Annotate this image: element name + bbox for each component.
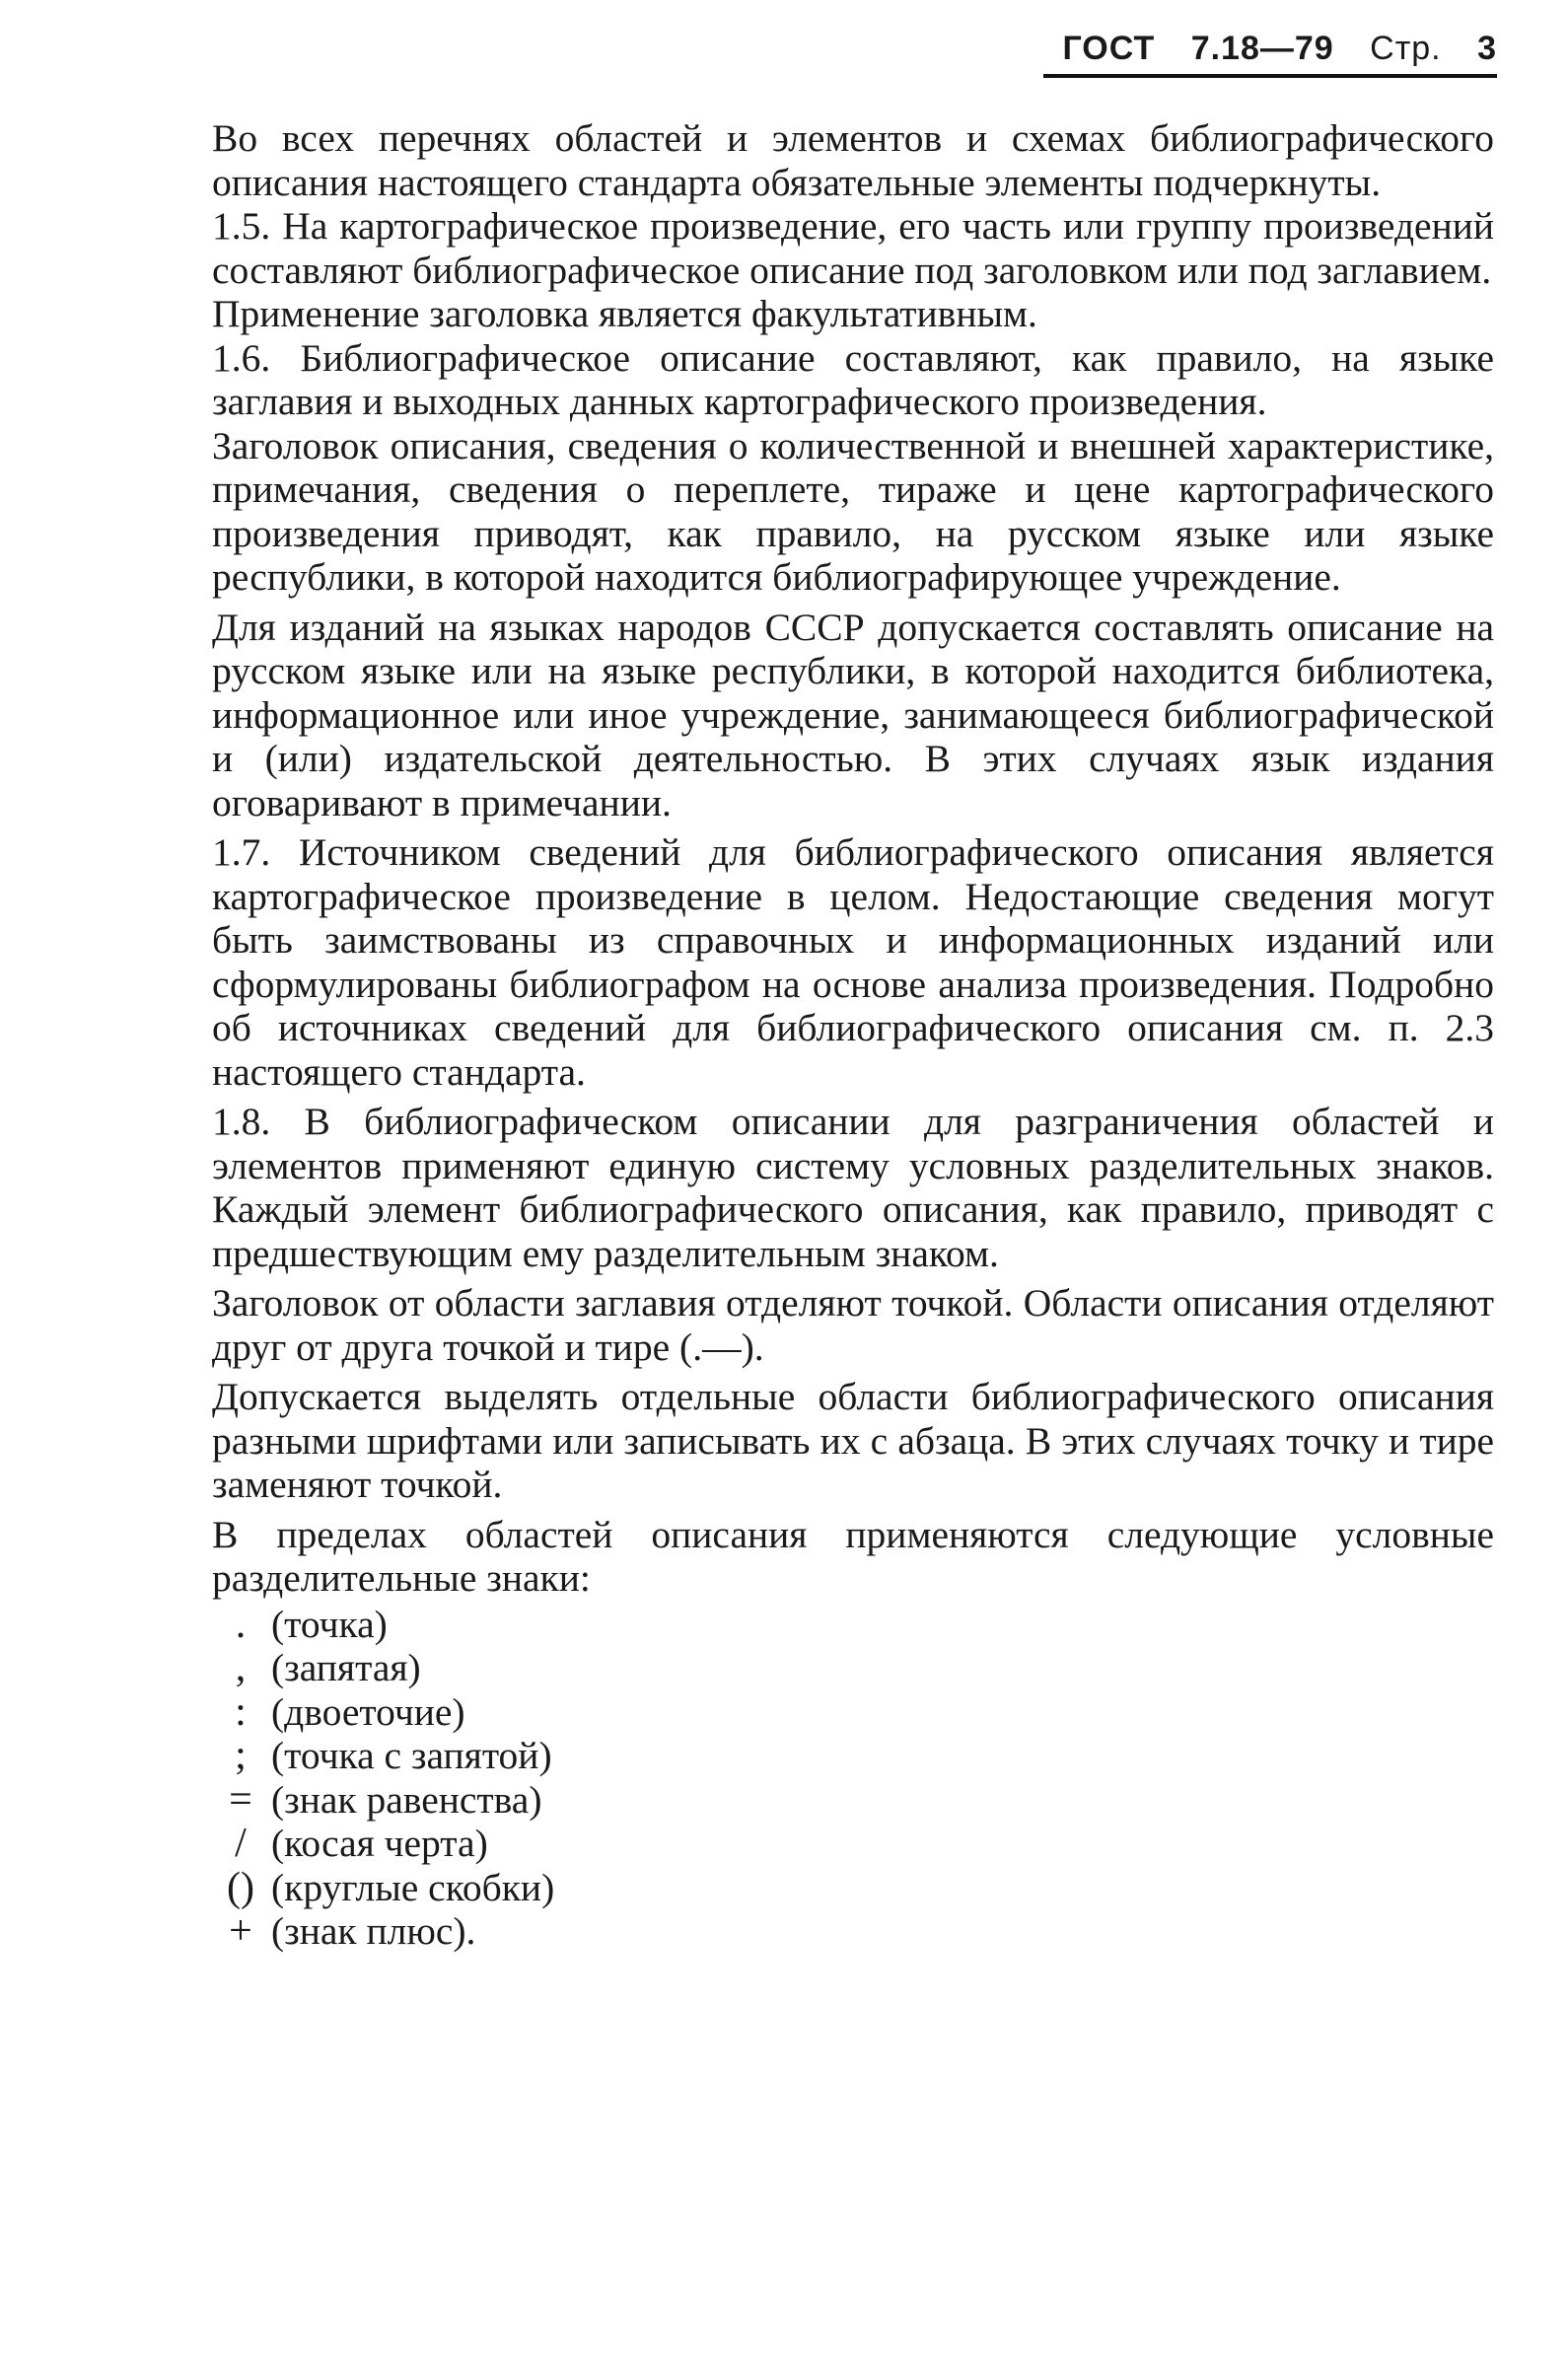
paragraph-heading-optional: Применение заголовка является факультативным. — [212, 292, 1037, 335]
sign-description: (запятая) — [271, 1646, 421, 1689]
list-item — [212, 1734, 1494, 1778]
list-item — [212, 1822, 1494, 1866]
list-item — [212, 1690, 1494, 1735]
list-item — [212, 1866, 1494, 1910]
paragraph-heading-language: Заголовок описания, сведения о количественной и внешней характеристике, примечания, сведения о переплете, тираже и цене картографического произведения приводят, как правило, на русском языке или языке республики, в которой находится библиографирующее учреждение. — [212, 423, 1494, 599]
sign-description: (знак равенства) — [271, 1777, 542, 1822]
paragraph-required-elements: Во всех перечнях областей и элементов и схемах библиографического описания настоящего стандарта обязательные элементы подчеркнуты. — [212, 116, 1494, 204]
paragraph-1-5: 1.5. На картографическое произведение, его часть или группу произведений составляют библиографическое описание под заголовком или под заглавием. — [212, 204, 1494, 292]
list-item — [212, 1778, 1494, 1823]
paragraph-1-7: 1.7. Источником сведений для библиографического описания является картографическое произведение в целом. Недостающие сведения могут быть заимствованы из справочных и информационных изданий или сформулированы библиографом на основе анализа произведения. Подробно об источниках сведений для библиографического описания см. п. 2.3 настоящего стандарта. — [212, 830, 1494, 1094]
sign-symbol: / — [235, 1821, 247, 1866]
sign-description: (косая черта) — [271, 1822, 488, 1865]
paragraph-1-6: 1.6. Библиографическое описание составляют, как правило, на языке заглавия и выходных данных картографического произведения. — [212, 335, 1494, 423]
paragraph-fonts: Допускается выделять отдельные области библиографического описания разными шрифтами или записывать их с абзаца. В этих случаях точку и тире заменяют точкой. — [212, 1375, 1494, 1506]
sign-symbol: , — [235, 1645, 247, 1690]
list-item — [212, 1909, 1494, 1954]
page-header — [1043, 30, 1497, 78]
paragraph-1-8: 1.8. В библиографическом описании для разграничения областей и элементов применяют единую систему условных разделительных знаков. Каждый элемент библиографического описания, как правило, приводят с предшествующим ему разделительным знаком. — [212, 1100, 1494, 1275]
sign-description: (точка) — [271, 1602, 388, 1646]
sign-symbol: : — [235, 1688, 247, 1735]
list-item — [212, 1603, 1494, 1647]
sign-description: (двоеточие) — [271, 1689, 465, 1734]
sign-description: (знак плюс). — [271, 1909, 476, 1953]
sign-symbol: () — [227, 1864, 254, 1910]
paragraph-heading-separator: Заголовок от области заглавия отделяют точкой. Области описания отделяют друг от друга точкой и тире (.—). — [212, 1281, 1494, 1369]
sign-symbol: . — [235, 1601, 247, 1647]
paragraph-ussr-languages: Для изданий на языках народов СССР допускается составлять описание на русском языке или на языке республики, в которой находится библиотека, информационное или иное учреждение, занимающееся библиографической и (или) издательской деятельностью. В этих случаях язык издания оговаривают в примечании. — [212, 605, 1494, 824]
sign-description: (круглые скобки) — [271, 1865, 555, 1909]
standard-label: ГОСТ — [1062, 30, 1156, 67]
sign-description: (точка с запятой) — [271, 1734, 552, 1777]
standard-number: 7.18—79 — [1190, 30, 1334, 67]
paragraph-signs-intro: В пределах областей описания применяются следующие условные разделительные знаки: — [212, 1512, 1494, 1600]
separator-signs-list — [212, 1603, 1494, 1954]
page-label: Стр. — [1370, 30, 1442, 67]
sign-symbol: = — [229, 1776, 252, 1823]
sign-symbol: ; — [235, 1733, 247, 1778]
list-item — [212, 1646, 1494, 1690]
sign-symbol: + — [229, 1908, 252, 1954]
body-text — [212, 116, 1494, 1992]
page-number: 3 — [1477, 30, 1497, 67]
